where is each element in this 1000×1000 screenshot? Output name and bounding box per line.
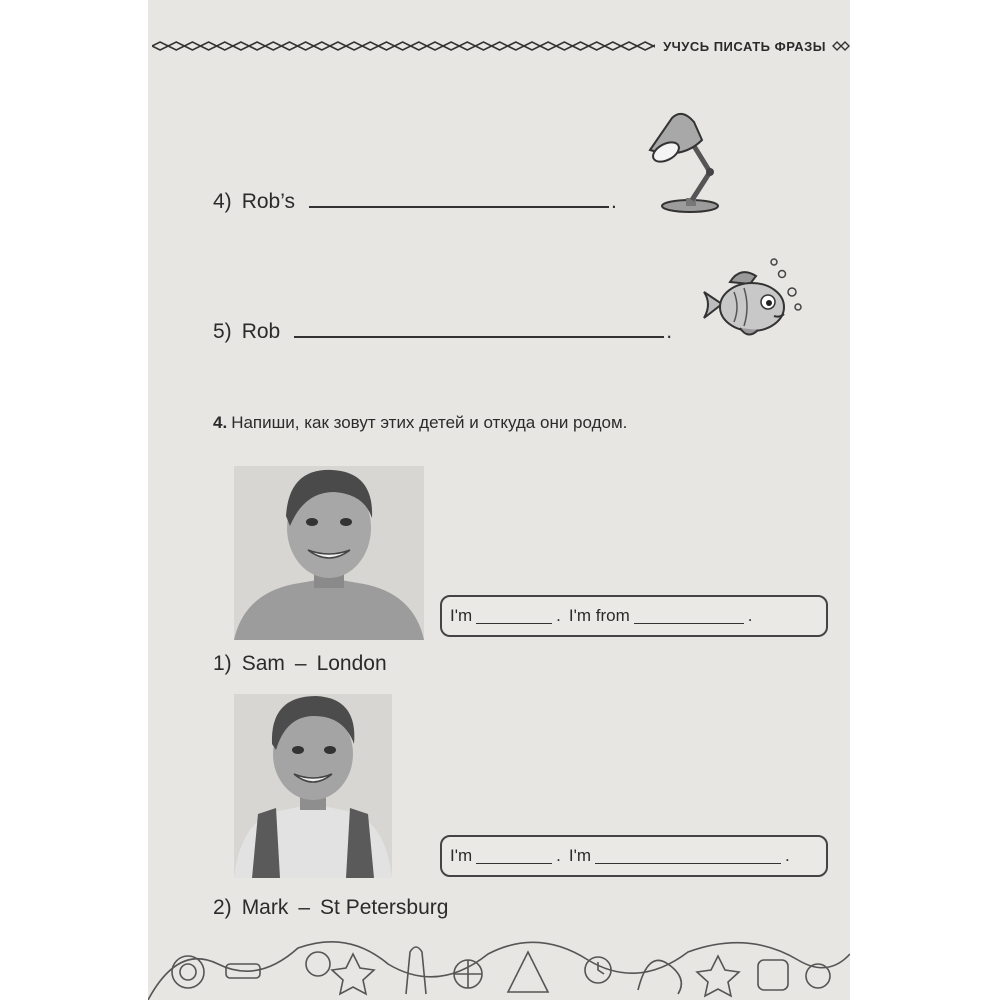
name-blank[interactable]: [476, 609, 552, 624]
exercise-item-5: 5) Rob .: [213, 320, 673, 343]
child-caption-2: 2) Mark – St Petersburg: [213, 896, 449, 919]
child-name: Sam: [241, 652, 285, 675]
child-caption-1: 1) Sam – London: [213, 652, 387, 675]
task-number: 4.: [213, 413, 228, 432]
child-photo-mark: [234, 694, 392, 878]
speech-bubble-sam: I'm . I'm from .: [440, 595, 828, 637]
child-place: St Petersburg: [320, 896, 449, 919]
answer-blank[interactable]: [294, 318, 664, 338]
desk-lamp-icon: [642, 110, 722, 215]
place-blank[interactable]: [634, 609, 744, 624]
exercise-item-4: 4) Rob’s .: [213, 190, 617, 213]
fish-icon: [700, 252, 810, 347]
workbook-page: [148, 0, 850, 1000]
item-word: Rob: [241, 320, 281, 343]
task-instruction: [213, 413, 627, 433]
item-number: 5): [213, 320, 232, 343]
item-word: Rob’s: [241, 190, 295, 213]
answer-blank[interactable]: [309, 188, 609, 208]
name-blank[interactable]: [476, 849, 552, 864]
chain-decoration-right: [832, 40, 850, 52]
page-header: [148, 36, 850, 56]
place-blank[interactable]: [595, 849, 781, 864]
task-text: Напиши, как зовут этих детей и откуда они родом.: [231, 413, 628, 432]
child-place: London: [316, 652, 387, 675]
item-number: 4): [213, 190, 232, 213]
chain-decoration-left: [152, 40, 655, 52]
child-photo-sam: [234, 466, 424, 640]
doodle-border: [148, 934, 850, 1000]
page-header-title: УЧУСЬ ПИСАТЬ ФРАЗЫ: [663, 38, 826, 54]
child-name: Mark: [241, 896, 289, 919]
speech-bubble-mark: I'm . I'm .: [440, 835, 828, 877]
